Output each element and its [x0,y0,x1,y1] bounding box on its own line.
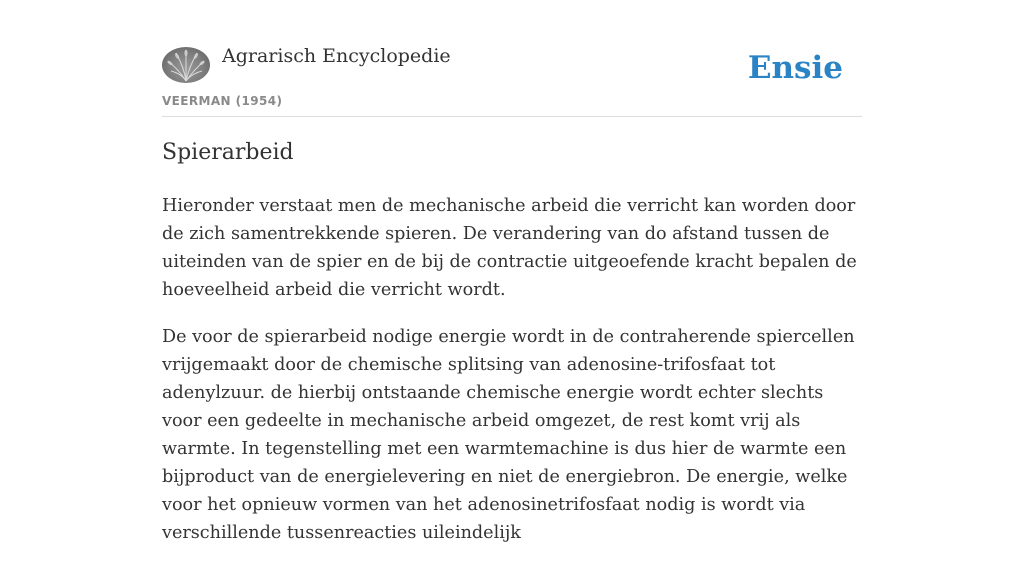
article-body [162,192,862,566]
source-title[interactable]: Agrarisch Encyclopedie [222,45,451,67]
content-column [162,0,862,543]
source-subtitle: VEERMAN (1954) [162,94,283,108]
article-paragraph: De voor de spierarbeid nodige energie wordt in de contraherende spiercellen vrijgemaakt door de chemische splitsing van adenosine-trifosfaat tot adenylzuur. de hierbij ontstaande chemische energie wordt echter slechts voor een gedeelte in mechanische arbeid omgezet, de rest komt vrij als warmte. In tegenstelling met een warmtemachine is dus hier de warmte een bijproduct van de energielevering en niet de energiebron. De energie, welke voor het opnieuw vormen van het adenosinetrifosfaat nodig is wordt via verschillende tussenreacties uileindelijk [162,327,855,543]
ensie-brand-link[interactable]: Ensie [747,50,843,86]
source-header [162,0,862,117]
wheat-logo-icon[interactable] [162,47,210,83]
article-paragraph: Hieronder verstaat men de mechanische arbeid die verricht kan worden door de zich samentrekkende spieren. De verandering van do afstand tussen de uiteinden van de spier en de bij de contractie uitgeoefende kracht bepalen de hoeveelheid arbeid die verricht wordt. [162,196,857,300]
article-title: Spierarbeid [162,140,294,165]
